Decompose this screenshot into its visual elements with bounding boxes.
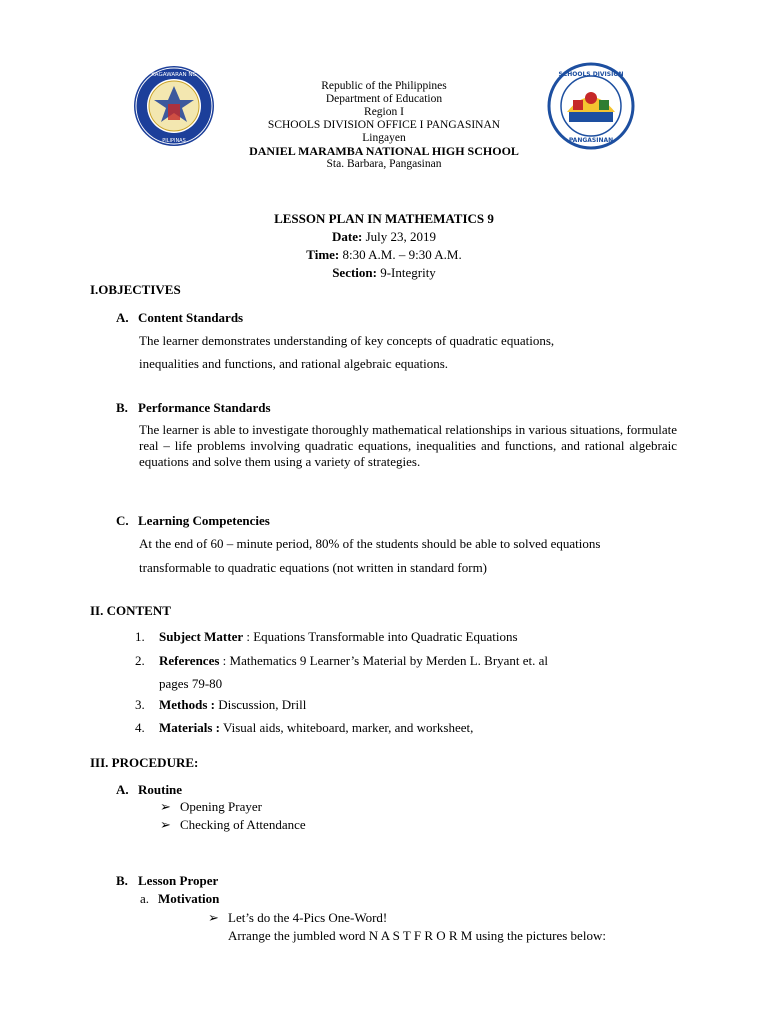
content-heading: II. CONTENT — [90, 603, 171, 618]
date-line: Date: July 23, 2019 — [332, 229, 436, 244]
header-line: Republic of the Philippines — [321, 80, 447, 92]
content-item: 3. Methods : Discussion, Drill — [135, 697, 307, 712]
content-standards-heading: A. Content Standards — [116, 310, 244, 325]
header-block — [0, 80, 768, 171]
motivation-heading: a. Motivation — [140, 891, 220, 906]
arrow-bullet-icon: ➢ — [208, 910, 219, 925]
performance-standards-text: The learner is able to investigate thoroughly mathematical relationships in various situations, formulate real – life problems involving quadratic equations, inequalities and functions, and rational algebraic equations and solve them using a variety of strategies. — [139, 422, 677, 469]
svg-text:PANGASINAN: PANGASINAN — [568, 137, 614, 144]
motivation-item: ➢ Let’s do the 4-Pics One-Word! — [208, 910, 388, 925]
section-line: Section: 9-Integrity — [332, 265, 436, 280]
routine-heading: A. Routine — [116, 782, 183, 797]
lesson-proper-heading: B. Lesson Proper — [116, 873, 219, 888]
header-line: Lingayen — [362, 132, 406, 144]
performance-standards-heading: B. Performance Standards — [116, 400, 271, 415]
school-location: Sta. Barbara, Pangasinan — [326, 158, 442, 170]
header-line: Region I — [364, 106, 404, 118]
content-item: 1. Subject Matter : Equations Transformable into Quadratic Equations — [135, 629, 518, 644]
routine-item: ➢ Checking of Attendance — [160, 817, 306, 832]
learning-competencies-heading: C. Learning Competencies — [116, 513, 270, 528]
title-block — [0, 211, 768, 281]
lesson-title: LESSON PLAN IN MATHEMATICS 9 — [274, 211, 494, 226]
learning-competencies-line: At the end of 60 – minute period, 80% of the students should be able to solved equations — [139, 536, 601, 551]
arrow-bullet-icon: ➢ — [160, 817, 171, 832]
svg-text:KAGAWARAN NG: KAGAWARAN NG — [151, 72, 197, 78]
arrow-bullet-icon: ➢ — [160, 799, 171, 814]
header-line: Department of Education — [325, 93, 443, 105]
header-line: SCHOOLS DIVISION OFFICE I PANGASINAN — [267, 119, 501, 131]
svg-text:SCHOOLS DIVISION: SCHOOLS DIVISION — [558, 71, 624, 78]
content-standards-line: inequalities and functions, and rational algebraic equations. — [139, 356, 449, 371]
references-continuation: pages 79-80 — [159, 676, 223, 691]
objectives-heading: I.OBJECTIVES — [90, 282, 181, 297]
content-standards-line: The learner demonstrates understanding of key concepts of quadratic equations, — [139, 333, 555, 348]
motivation-instruction: Arrange the jumbled word N A S T F R O R M using the pictures below: — [228, 928, 606, 943]
time-line: Time: 8:30 A.M. – 9:30 A.M. — [306, 247, 462, 262]
svg-text:PILIPINAS: PILIPINAS — [162, 138, 186, 144]
school-name: DANIEL MARAMBA NATIONAL HIGH SCHOOL — [249, 144, 519, 158]
content-item: 2. References : Mathematics 9 Learner’s Material by Merden L. Bryant et. al — [135, 653, 549, 668]
content-item: 4. Materials : Visual aids, whiteboard, marker, and worksheet, — [135, 720, 474, 735]
procedure-heading: III. PROCEDURE: — [90, 755, 199, 770]
routine-item: ➢ Opening Prayer — [160, 799, 262, 814]
learning-competencies-line: transformable to quadratic equations (not written in standard form) — [139, 560, 488, 575]
